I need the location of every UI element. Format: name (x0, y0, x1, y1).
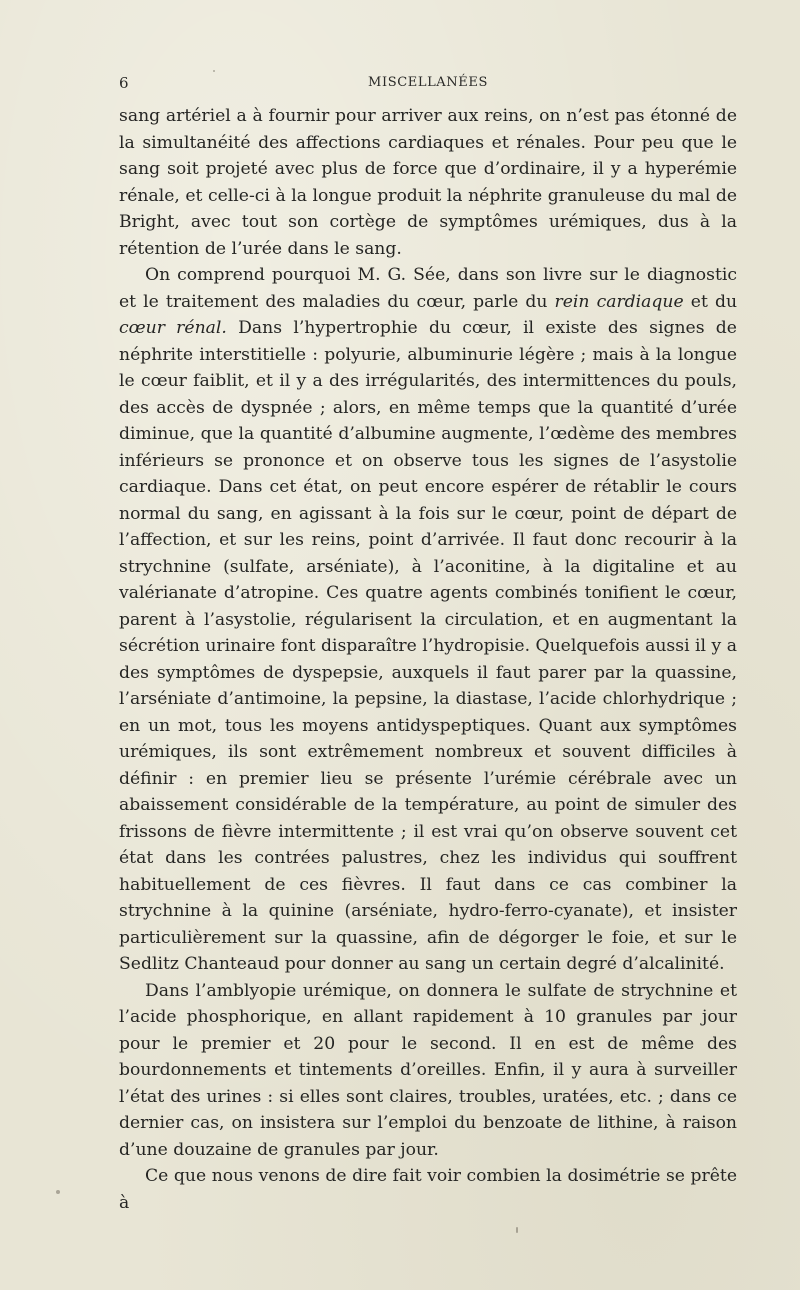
running-title: MISCELLANÉES (368, 75, 488, 90)
paragraph-4: Ce que nous venons de dire fait voir combien la dosimétrie se prête à (119, 1166, 737, 1213)
paragraph-2-part-2: et du (683, 291, 738, 312)
running-head (119, 74, 737, 94)
paragraph-1: sang artériel a à fournir pour arriver aux reins, on n’est pas étonné de la simultanéité des affections cardiaques et rénales. Pour peu que le sang soit projeté avec plus de force que d’ordinaire, il y a hyperémie rénale, et celle-ci à la longue produit la néphrite granuleuse du mal de Bright, avec tout son cortège de symptômes urémiques, dus à la rétention de l’urée dans le sang. (119, 106, 737, 259)
paragraph-2 (119, 262, 737, 978)
paper-speck (56, 1190, 60, 1194)
paragraph-3: Dans l’amblyopie urémique, on donnera le sulfate de strychnine et l’acide phosphorique, en allant rapidement à 10 granules par jour pour le premier et 20 pour le second. Il en est de même des bourdonnements et tintements d’oreilles. Enfin, il y aura à surveiller l’état des urines : si elles sont claires, troubles, uratées, etc. ; dans ce dernier cas, on insistera sur l’emploi du benzoate de lithine, à raison d’une douzaine de granules par jour. (119, 980, 737, 1160)
paper-speck (516, 1227, 518, 1233)
paragraph-2-part-1: On comprend pourquoi M. G. Sée, dans son livre sur le diagnostic et le traitement des maladies du cœur, parle du (119, 265, 737, 312)
page-number: 6 (119, 74, 129, 92)
body-text (119, 103, 737, 1216)
term-coeur-renal: cœur rénal. (119, 318, 227, 338)
term-rein-cardiaque: rein cardiaque (554, 291, 684, 312)
paragraph-2-part-3: Dans l’hypertrophie du cœur, il existe des signes de néphrite interstitielle : polyurie, albuminurie légère ; mais à la longue le cœur faiblit, et il y a des irrégularités, des intermittences du pouls, des accès de dyspnée ; alors, en même temps que la quantité d’urée diminue, que la quantité d’albumine augmente, l’œdème des membres inférieurs se prononce et on observe tous les signes de l’asystolie cardiaque. Dans cet état, on peut encore espérer de rétablir le cours normal du sang, en agissant à la fois sur le cœur, point de départ de l’affection, et sur les reins, point d’arrivée. Il faut donc recourir à la strychnine (sulfate, arséniate), à l’aconitine, à la digitaline et au valérianate d’atropine. Ces quatre agents combinés tonifient le cœur, parent à l’asystolie, régularisent la circulation, et en augmentant la sécrétion urinaire font disparaître l’hydropisie. Quelquefois aussi il y a des symptômes de dyspepsie, auxquels il faut parer par la quassine, l’arséniate d’antimoine, la pepsine, la diastase, l’acide chlorhydrique ; en un mot, tous les moyens antidyspeptiques. Quant aux symptômes urémiques, ils sont extrêmement nombreux et souvent difficiles à définir : en premier lieu se présente l’urémie cérébrale avec un abaissement considérable de la température, au point de simuler des frissons de fièvre intermittente ; il est vrai qu’on observe souvent cet état dans les contrées palustres, chez les individus qui souffrent habituellement de ces fièvres. Il faut dans ce cas combiner la strychnine à la quinine (arséniate, hydro-ferro-cyanate), et insister particulièrement sur la quassine, afin de dégorger le foie, et sur le Sedlitz Chanteaud pour donner au sang un certain degré d’alcalinité. (119, 318, 737, 974)
paper-speck (213, 70, 215, 72)
